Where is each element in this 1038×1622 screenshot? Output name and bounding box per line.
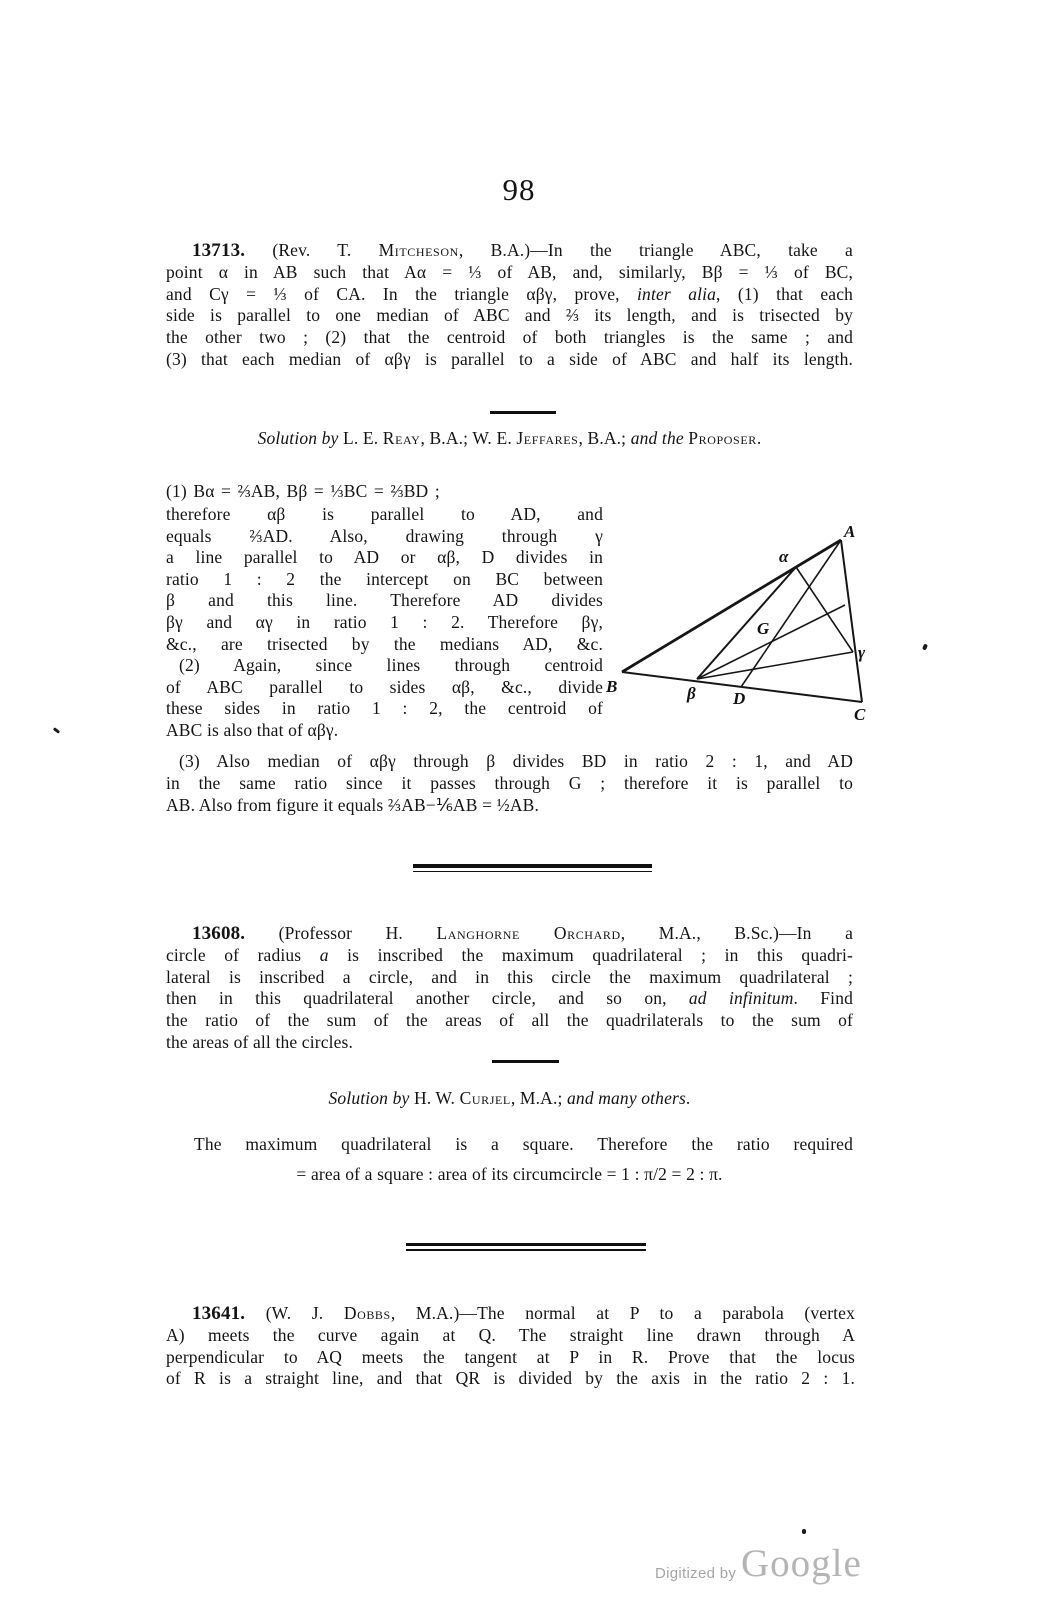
solution-equation-line: (1) Bα = ⅔AB, Bβ = ⅓BC = ⅔BD ; (166, 481, 440, 501)
problem-line: lateral is inscribed a circle, and in this circle the maximum quadrilateral ; (166, 966, 853, 987)
page-number: 98 (502, 172, 536, 207)
problem-line: perpendicular to AQ meets the tangent at P in R. Prove that the locus (166, 1346, 855, 1367)
problem-13608 (166, 923, 853, 1054)
solution-line: (3) Also median of αβγ through β divides BD in ratio 2 : 1, and AD (179, 751, 853, 771)
solution-line: equals ⅔AD. Also, drawing through γ (166, 525, 603, 546)
problem-line: 13713. (Rev. T. Mitcheson, B.A.)—In the triangle ABC, take a (192, 240, 853, 261)
solution-line: a line parallel to AD or αβ, D divides in (166, 547, 603, 568)
point-gamma-label: γ (858, 643, 866, 662)
problem-line: of R is a straight line, and that QR is divided by the axis in the ratio 2 : 1. (166, 1368, 855, 1389)
solution-line: &c., are trisected by the medians AD, &c. (166, 633, 603, 654)
solution-line: AB. Also from figure it equals ⅔AB−⅙AB = ½AB. (166, 794, 540, 815)
digitized-by-text: Digitized by (655, 1565, 737, 1582)
solution-byline-13713: Solution by L. E. Reay, B.A.; W. E. Jeffares, B.A.; and the Proposer. (257, 428, 762, 448)
divider-short (490, 411, 556, 414)
problem-line: and Cγ = ⅓ of CA. In the triangle αβγ, prove, inter alia, (1) that each (166, 283, 854, 304)
divider-double (413, 864, 652, 872)
problem-line: then in this quadrilateral another circle, and so on, ad infinitum. Find (166, 988, 853, 1009)
divider-short (492, 1060, 559, 1063)
solution-line: ABC is also that of αβγ. (166, 719, 339, 740)
vertex-a-label: A (844, 522, 856, 541)
solution-text-13608 (166, 1133, 853, 1185)
problem-13713 (166, 240, 853, 371)
solution-line: (2) Again, since lines through centroid (179, 655, 603, 676)
solution-line: The maximum quadrilateral is a square. Therefore the ratio required (194, 1134, 853, 1154)
solution-line: these sides in ratio 1 : 2, the centroid of (166, 698, 603, 719)
scan-speck (53, 727, 60, 734)
vertex-b-label: B (606, 677, 618, 696)
problem-line: side is parallel to one median of ABC and ⅔ its length, and is trisected by (166, 305, 853, 326)
solution-byline-13608: Solution by H. W. Curjel, M.A.; and many others. (328, 1088, 691, 1108)
centroid-g-label: G (757, 619, 770, 638)
beta-median-line (697, 605, 845, 679)
divider-double (406, 1243, 646, 1251)
problem-line: the areas of all the circles. (166, 1031, 354, 1052)
solution-line: in the same ratio since it passes through G ; therefore it is parallel to (166, 772, 853, 793)
segment-alpha-beta-line (697, 567, 796, 679)
problem-line: 13608. (Professor H. Langhorne Orchard, M.A., B.Sc.)—In a (192, 923, 853, 944)
triangle-figure (575, 485, 945, 730)
point-d-label: D (733, 689, 746, 708)
problem-line: circle of radius a is inscribed the maximum quadrilateral ; in this quadri- (166, 944, 854, 965)
problem-line: the ratio of the sum of the areas of all the quadrilaterals to the sum of (166, 1010, 853, 1031)
solution-line: ratio 1 : 2 the intercept on BC between (166, 568, 603, 589)
problem-line: 13641. (W. J. Dobbs, M.A.)—The normal at P to a parabola (vertex (192, 1303, 856, 1324)
solution-line: of ABC parallel to sides αβ, &c., divide (166, 676, 603, 697)
problem-line: the other two ; (2) that the centroid of both triangles is the same ; and (166, 327, 853, 348)
problem-line: point α in AB such that Aα = ⅓ of AB, and, similarly, Bβ = ⅓ of BC, (166, 261, 853, 282)
solution-line: βγ and αγ in ratio 1 : 2. Therefore βγ, (166, 611, 603, 632)
solution-part3 (166, 751, 853, 816)
problem-line: A) meets the curve again at Q. The straight line drawn through A (166, 1324, 855, 1345)
problem-13641 (166, 1303, 855, 1390)
watermark (655, 1541, 955, 1601)
solution-line: = area of a square : area of its circumcircle = 1 : π/2 = 2 : π. (296, 1164, 723, 1184)
google-logo: Google (741, 1542, 862, 1585)
solution-left-column (166, 504, 603, 742)
solution-line: β and this line. Therefore AD divides (166, 590, 603, 611)
vertex-c-label: C (854, 705, 866, 724)
point-alpha-label: α (779, 547, 789, 566)
side-ab-line (622, 540, 841, 672)
problem-line: (3) that each median of αβγ is parallel to a side of ABC and half its length. (166, 348, 853, 369)
scan-speck (802, 1529, 806, 1534)
segment-alpha-gamma-line (796, 567, 853, 652)
solution-line: therefore αβ is parallel to AD, and (166, 504, 603, 524)
point-beta-label: β (687, 684, 696, 703)
side-ca-line (841, 540, 862, 702)
segment-beta-gamma-line (697, 652, 853, 679)
